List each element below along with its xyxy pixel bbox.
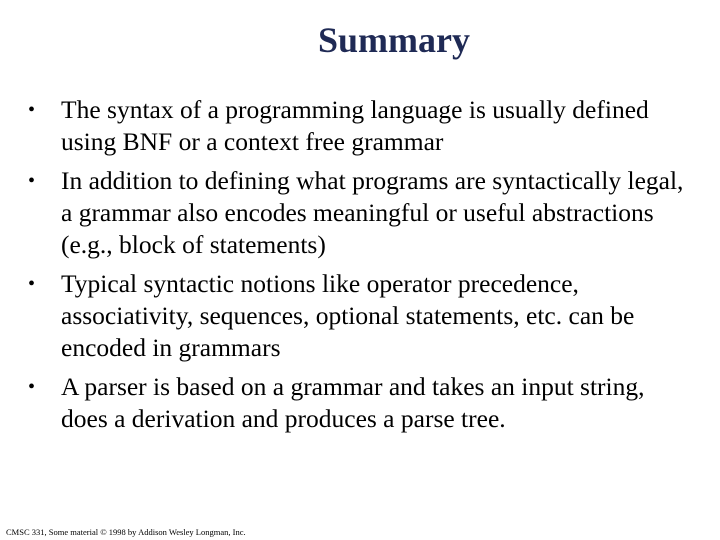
footer-copyright: CMSC 331, Some material © 1998 by Addison Wesley Longman, Inc.: [6, 527, 246, 537]
bullet-text: In addition to defining what programs are syntactically legal, a grammar also encodes meaningful or useful abstractions (e.g., block of statements): [61, 166, 684, 259]
bullet-icon: •: [28, 273, 36, 295]
bullet-icon: •: [28, 376, 36, 398]
bullet-item: [26, 371, 696, 435]
bullet-icon: •: [28, 99, 36, 121]
bullet-text: A parser is based on a grammar and takes an input string, does a derivation and produces a parse tree.: [61, 372, 645, 433]
bullet-text: Typical syntactic notions like operator precedence, associativity, sequences, optional statements, etc. can be encoded in grammars: [61, 269, 635, 362]
bullet-list: [26, 94, 696, 442]
bullet-item: [26, 94, 696, 158]
slide-title: Summary: [318, 20, 470, 60]
bullet-text: The syntax of a programming language is usually defined using BNF or a context free grammar: [61, 95, 649, 156]
bullet-item: [26, 165, 696, 261]
bullet-icon: •: [28, 170, 36, 192]
bullet-item: [26, 268, 696, 364]
